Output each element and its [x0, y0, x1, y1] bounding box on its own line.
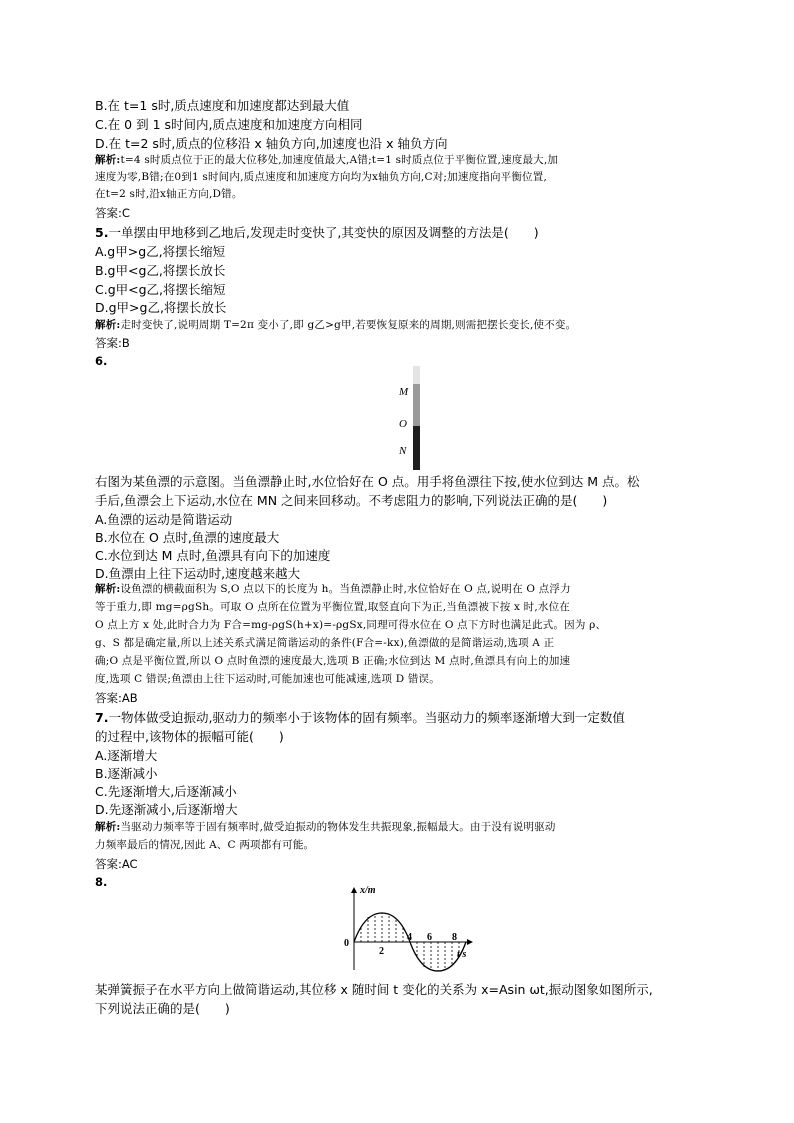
option-b: B.逐渐减小 — [95, 766, 158, 781]
option-d: D.先逐渐减小,后逐渐增大 — [95, 802, 238, 817]
analysis-line: 在t=2 s时,沿x轴正方向,D错。 — [95, 188, 243, 200]
analysis-text: 当驱动力频率等于固有频率时,做受迫振动的物体发生共振现象,振幅最大。由于没有说明驱动 — [120, 821, 556, 833]
analysis-line: 等于重力,即 mg=ρgSh。可取 O 点所在位置为平衡位置,取竖直向下为正,当鱼漂被下按 x 时,水位在 — [95, 601, 570, 613]
tick-label-6: 6 — [427, 932, 432, 943]
analysis-line — [95, 154, 558, 167]
float-diagram — [385, 364, 435, 472]
label-m: M — [399, 386, 409, 398]
analysis-line: O 点上方 x 处,此时合力为 F合=mg-ρgS(h+x)=-ρgSx,同理可得水位在 O 点下方时也满足此式。因为 ρ、 — [95, 619, 607, 631]
analysis-text: t=4 s时质点位于正的最大位移处,加速度值最大,A错;t=1 s时质点位于平衡位置,速度最大,加 — [120, 154, 559, 166]
float-tip-light — [413, 366, 420, 384]
option-d: D.在 t=2 s时,质点的位移沿 x 轴负方向,加速度也沿 x 轴负方向 — [95, 136, 448, 151]
analysis-label: 解析: — [95, 319, 121, 331]
question-number: 8. — [95, 875, 108, 889]
question-number: 6. — [95, 354, 108, 368]
option-b: B.在 t=1 s时,质点速度和加速度都达到最大值 — [95, 98, 350, 113]
sine-graph — [338, 882, 478, 974]
analysis-line: 度,选项 C 错误;鱼漂由上往下运动时,可能加速也可能减速,选项 D 错误。 — [95, 673, 440, 685]
origin-label: 0 — [344, 938, 349, 949]
option-c: C.在 0 到 1 s时间内,质点速度和加速度方向相同 — [95, 117, 363, 132]
question-text: 一单摆由甲地移到乙地后,发现走时变快了,其变快的原因及调整的方法是( ) — [108, 225, 539, 240]
option-d: D.鱼漂由上往下运动时,速度越来越大 — [95, 566, 301, 581]
option-a: A.逐渐增大 — [95, 748, 158, 763]
option-c: C.g甲<g乙,将摆长缩短 — [95, 282, 226, 297]
answer: 答案:AB — [95, 691, 138, 705]
analysis-line: g、S 都是确定量,所以上述关系式满足简谐运动的条件(F合=-kx),鱼漂做的是简谐运动,选项 A 正 — [95, 637, 555, 649]
analysis-label: 解析: — [95, 583, 121, 595]
float-mid-gray — [413, 384, 420, 426]
option-a: A.鱼漂的运动是简谐运动 — [95, 512, 233, 527]
analysis-line: 速度为零,B错;在0到1 s时间内,质点速度和加速度方向均为x轴负方向,C对;加速度指向平衡位置, — [95, 171, 547, 183]
option-d: D.g甲>g乙,将摆长放长 — [95, 300, 227, 315]
tick-label-4: 4 — [407, 932, 412, 943]
analysis-label: 解析: — [95, 154, 121, 166]
answer: 答案:C — [95, 206, 130, 220]
answer: 答案:B — [95, 336, 130, 350]
analysis-line — [95, 319, 576, 332]
analysis-label: 解析: — [95, 821, 121, 833]
vibration-graph — [338, 882, 478, 974]
analysis-line: 确;O 点是平衡位置,所以 O 点时鱼漂的速度最大,选项 B 正确;水位到达 M 点时,鱼漂具有向上的加速 — [95, 655, 571, 667]
question-8-stem: 某弹簧振子在水平方向上做简谐运动,其位移 x 随时间 t 变化的关系为 x=Asin ωt,振动图象如图所示, — [95, 982, 653, 997]
analysis-line — [95, 583, 571, 596]
question-7-stem — [95, 710, 625, 725]
question-text: 一物体做受迫振动,驱动力的频率小于该物体的固有频率。当驱动力的频率逐渐增大到一定数值 — [108, 710, 625, 725]
analysis-line: 力频率最后的情况,因此 A、C 两项都有可能。 — [95, 839, 315, 851]
option-a: A.g甲>g乙,将摆长缩短 — [95, 244, 226, 259]
option-c: C.水位到达 M 点时,鱼漂具有向下的加速度 — [95, 548, 331, 563]
analysis-line — [95, 821, 556, 834]
answer: 答案:AC — [95, 857, 138, 871]
float-body-dark — [413, 426, 420, 470]
option-b: B.g甲<g乙,将摆长放长 — [95, 263, 226, 278]
option-c: C.先逐渐增大,后逐渐减小 — [95, 784, 237, 799]
label-o: O — [399, 418, 407, 430]
x-axis-label: t/s — [457, 949, 467, 960]
y-axis-label: x/m — [360, 885, 376, 896]
question-8-stem: 下列说法正确的是( ) — [95, 1001, 230, 1016]
analysis-text: 设鱼漂的横截面积为 S,O 点以下的长度为 h。当鱼漂静止时,水位恰好在 O 点,说明在 O 点浮力 — [120, 583, 571, 595]
label-n: N — [399, 445, 407, 457]
question-6-stem: 右图为某鱼漂的示意图。当鱼漂静止时,水位恰好在 O 点。用手将鱼漂往下按,使水位到达 M 点。松 — [95, 474, 640, 489]
tick-label-2: 2 — [379, 946, 384, 957]
analysis-text: 走时变快了,说明周期 T=2π 变小了,即 g乙>g甲,若要恢复原来的周期,则需把摆长变长,使不变。 — [120, 319, 577, 331]
fishing-float-figure — [385, 364, 435, 472]
option-b: B.水位在 O 点时,鱼漂的速度最大 — [95, 530, 280, 545]
tick-label-8: 8 — [452, 932, 457, 943]
question-number: 7. — [95, 710, 109, 725]
question-7-stem: 的过程中,该物体的振幅可能( ) — [95, 729, 284, 744]
question-number: 5. — [95, 225, 109, 240]
question-5-stem — [95, 225, 539, 240]
question-6-stem: 手后,鱼漂会上下运动,水位在 MN 之间来回移动。不考虑阻力的影响,下列说法正确的是( ) — [95, 493, 608, 508]
